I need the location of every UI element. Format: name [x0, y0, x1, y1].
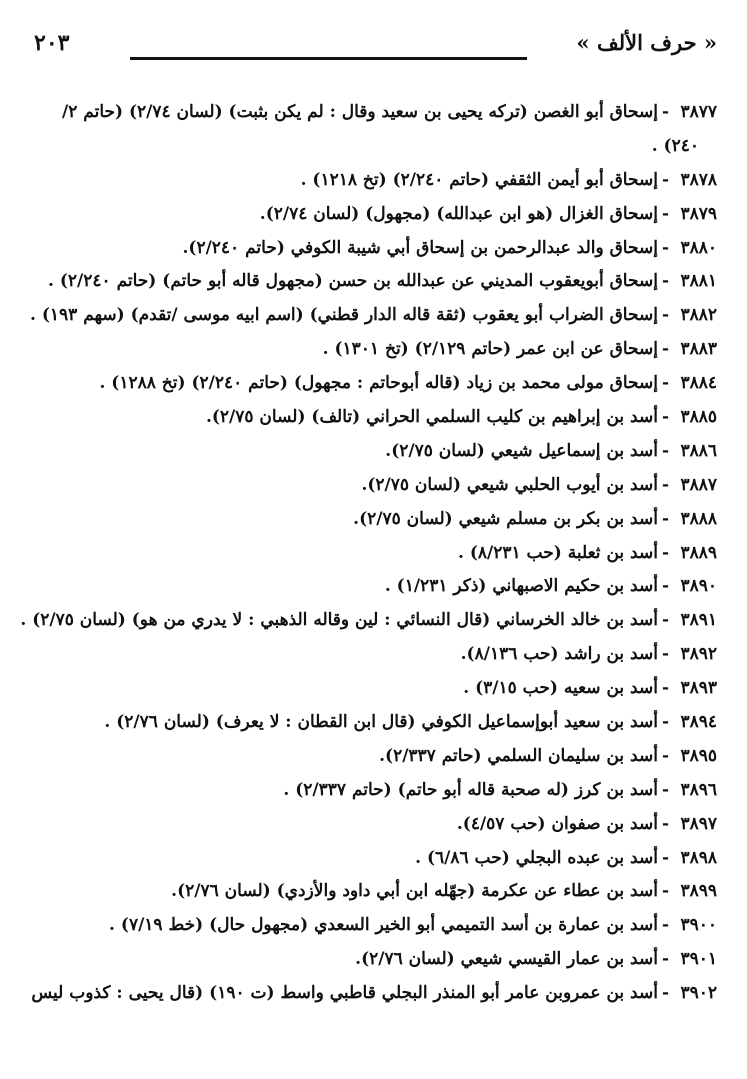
entry-dash: - [661, 407, 669, 428]
entry [30, 503, 717, 537]
entry-line [30, 875, 717, 909]
entry-line [30, 164, 717, 198]
entry-number: ٣٨٩٠ [680, 576, 717, 597]
entry [30, 977, 717, 1011]
entry [30, 638, 717, 672]
entry-line [20, 604, 717, 638]
entry-text: إسحاق مولى محمد بن زياد (قاله أبوحاتم : مجهول) (حاتم ٢/٢٤٠) (تخ ١٢٨٨) . [99, 373, 658, 394]
entry-text: أسد بن إبراهيم بن كليب السلمي الحراني (تالف) (لسان ٢/٧٥). [205, 407, 658, 428]
entry [30, 164, 717, 198]
entry-number: ٣٨٩٨ [680, 847, 717, 868]
entry-number: ٣٩٠١ [680, 949, 717, 970]
entry-line [30, 198, 717, 232]
entry-text: أسد بن ثعلبة (حب ٨/٢٣١) . [458, 542, 658, 563]
entry-number: ٣٨٧٧ [680, 102, 717, 122]
entry [30, 808, 717, 842]
entry-dash: - [661, 339, 669, 360]
entry-line [30, 638, 717, 672]
entry-dash: - [661, 474, 669, 495]
entry-line [30, 333, 717, 367]
entry [30, 265, 717, 299]
entry [30, 537, 717, 571]
entry-number: ٣٨٨١ [680, 271, 717, 292]
entry-line [30, 774, 717, 808]
entry-list [20, 96, 717, 1011]
entry-dash: - [661, 237, 669, 258]
entry-line [30, 503, 717, 537]
entry-dash: - [661, 271, 669, 292]
entry-number: ٣٨٨٨ [680, 508, 717, 529]
entry-text: أسد بن سليمان السلمي (حاتم ٢/٣٣٧). [379, 745, 658, 766]
entry-line [30, 842, 717, 876]
entry-text: أسد بن سعيه (حب ٣/١٥) . [463, 678, 658, 699]
entry-dash: - [661, 169, 669, 190]
entry-text: أسد بن إسماعيل شيعي (لسان ٢/٧٥). [385, 440, 658, 461]
entry [30, 570, 717, 604]
entry-number: ٣٨٩٦ [680, 779, 717, 800]
entry-line [30, 96, 717, 130]
entry-dash: - [661, 678, 669, 699]
entry-text: إسحاق الضراب أبو يعقوب (ثقة قاله الدار قطني) (اسم ابيه موسى /تقدم) (سهم ١٩٣) . [30, 305, 658, 326]
entry-dash: - [661, 542, 669, 563]
entry [30, 367, 717, 401]
entry-number: ٣٩٠٠ [680, 915, 717, 936]
entry-text: إسحاق عن ابن عمر (حاتم ٢/١٢٩) (تخ ١٣٠١) . [322, 339, 658, 360]
entry-number: ٣٨٩٣ [680, 678, 717, 699]
entry [30, 774, 717, 808]
entry-number: ٣٨٨٤ [680, 373, 717, 394]
entry-text: أسد بن بكر بن مسلم شيعي (لسان ٢/٧٥). [353, 508, 658, 529]
entry-text: أسد بن صفوان (حب ٤/٥٧). [456, 813, 658, 834]
entry-line [30, 537, 717, 571]
entry [30, 198, 717, 232]
entry-line [30, 435, 717, 469]
running-title: « حرف الألف » [576, 30, 717, 55]
entry-dash: - [661, 881, 669, 902]
entry-number: ٣٨٩٢ [680, 644, 717, 665]
entry-text: أسد بن عبده البجلي (حب ٦/٨٦) . [415, 847, 658, 868]
entry-line [30, 469, 717, 503]
entry-dash: - [661, 983, 669, 1004]
entry-text: إسحاق الغزال (هو ابن عبدالله) (مجهول) (لسان ٢/٧٤). [259, 203, 658, 224]
entry [20, 604, 717, 638]
entry-text: إسحاق أبو الغصن (تركه يحيى بن سعيد وقال : لم يكن بثبت) (لسان ٢/٧٤) (حاتم ٢/ [62, 102, 658, 122]
entry-text: أسد بن خالد الخرساني (قال النسائي : لين وقاله الذهبي : لا يدري من هو) (لسان ٢/٧٥) . [20, 610, 658, 631]
entry-line [30, 265, 717, 299]
entry [30, 875, 717, 909]
entry-number: ٣٨٨٧ [680, 474, 717, 495]
entry [30, 469, 717, 503]
entry-number: ٣٨٧٩ [680, 203, 717, 224]
entry-line [30, 977, 717, 1011]
entry-line [30, 367, 717, 401]
entry [30, 435, 717, 469]
entry [30, 943, 717, 977]
entry-dash: - [661, 644, 669, 665]
entry-number: ٣٨٩٩ [680, 881, 717, 902]
entry-text: أسد بن راشد (حب ٨/١٣٦). [460, 644, 658, 665]
entry [30, 401, 717, 435]
entry [30, 333, 717, 367]
entry-line [30, 706, 717, 740]
entry-dash: - [661, 712, 669, 733]
entry-text: إسحاق أبويعقوب المديني عن عبدالله بن حسن (مجهول قاله أبو حاتم) (حاتم ٢/٢٤٠) . [48, 271, 658, 292]
entry-dash: - [661, 373, 669, 394]
entry-dash: - [661, 203, 669, 224]
entry [30, 96, 717, 164]
entry-dash: - [661, 508, 669, 529]
header-rule [130, 57, 527, 60]
entry-text: أسد بن كرز (له صحبة قاله أبو حاتم) (حاتم ٢/٣٣٧) . [283, 779, 658, 800]
entry-line [30, 672, 717, 706]
entry-number: ٣٨٨٦ [680, 440, 717, 461]
entry-line [30, 808, 717, 842]
entry-number: ٣٨٧٨ [680, 169, 717, 190]
page-header [30, 30, 717, 70]
entry-dash: - [661, 779, 669, 800]
entry-number: ٣٨٩٧ [680, 813, 717, 834]
entry-line [30, 299, 717, 333]
entry-number: ٣٨٩٤ [680, 712, 717, 733]
entry-continuation: ٢٤٠) . [651, 135, 699, 156]
entry-dash: - [661, 576, 669, 597]
entry-dash: - [661, 745, 669, 766]
entry-dash: - [661, 847, 669, 868]
entry [30, 299, 717, 333]
entry-number: ٣٨٨٥ [680, 407, 717, 428]
entry-number: ٣٨٨٠ [680, 237, 717, 258]
entry [30, 672, 717, 706]
entry-number: ٣٨٩٥ [680, 745, 717, 766]
entry-dash: - [661, 102, 669, 122]
entry-line [30, 909, 717, 943]
entry-text: أسد بن سعيد أبوإسماعيل الكوفي (قال ابن القطان : لا يعرف) (لسان ٢/٧٦) . [104, 712, 658, 733]
entry-line [30, 232, 717, 266]
entry-text: إسحاق أبو أيمن الثقفي (حاتم ٢/٢٤٠) (تخ ١٢١٨) . [300, 169, 658, 190]
entry-text: أسد بن عمارة بن أسد التميمي أبو الخير السعدي (مجهول حال) (خط ٧/١٩) . [109, 915, 658, 936]
entry-number: ٣٨٩١ [680, 610, 717, 631]
entry-line [30, 570, 717, 604]
entry-number: ٣٨٨٣ [680, 339, 717, 360]
entry [30, 909, 717, 943]
entry-dash: - [661, 440, 669, 461]
entry-text: أسد بن أيوب الحلبي شيعي (لسان ٢/٧٥). [361, 474, 658, 495]
entry-number: ٣٨٨٩ [680, 542, 717, 563]
entry-text: أسد بن عمار القيسي شيعي (لسان ٢/٧٦). [355, 949, 658, 970]
entry-dash: - [661, 813, 669, 834]
entry-dash: - [661, 915, 669, 936]
entry-dash: - [661, 949, 669, 970]
entry-dash: - [661, 610, 669, 631]
entry-number: ٣٨٨٢ [680, 305, 717, 326]
entry-line [30, 943, 717, 977]
entry-text: أسد بن عمروبن عامر أبو المنذر البجلي قاطبي واسط (ت ١٩٠) (قال يحيى : كذوب ليس [31, 983, 658, 1004]
entry [30, 706, 717, 740]
entry [30, 842, 717, 876]
entry-text: إسحاق والد عبدالرحمن بن إسحاق أبي شيبة الكوفي (حاتم ٢/٢٤٠). [182, 237, 658, 258]
page-number: ٢٠٣ [34, 30, 70, 56]
entry-dash: - [661, 305, 669, 326]
entry-number: ٣٩٠٢ [680, 983, 717, 1004]
entry-line [30, 740, 717, 774]
entry-line [30, 401, 717, 435]
entry [30, 740, 717, 774]
entry-text: أسد بن حكيم الاصبهاني (ذكر ١/٢٣١) . [384, 576, 658, 597]
entry [30, 232, 717, 266]
entry-text: أسد بن عطاء عن عكرمة (جهّله ابن أبي داود والأزدي) (لسان ٢/٧٦). [171, 881, 658, 902]
